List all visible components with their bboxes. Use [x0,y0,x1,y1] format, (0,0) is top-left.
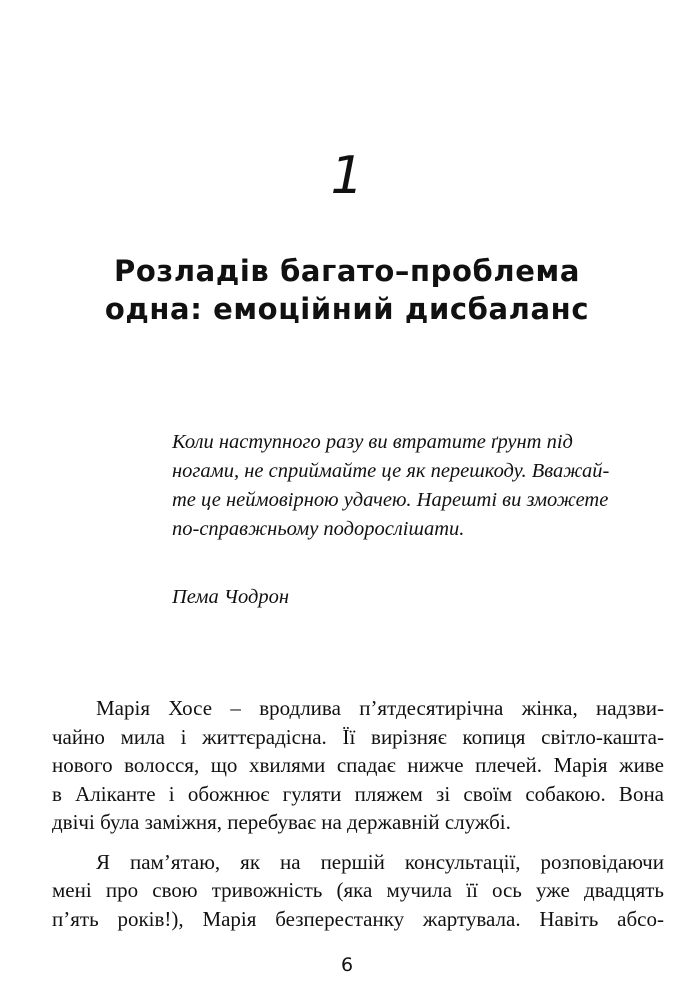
chapter-number: 1 [330,146,364,206]
text-line: двічі була заміжня, перебуває на державній службі. [52,810,511,834]
epigraph-line: Коли наступного разу ви втратите ґрунт під [172,431,573,453]
body-text [52,694,664,933]
text-line: Я пам’ятаю, як на першій консультації, розповідаючи [96,849,664,874]
chapter-title [40,252,654,328]
text-line: Марія Хосе – вродлива п’ятдесятирічна жінка, надзви- [96,696,664,720]
text-line: п’ять років!), Марія безперестанку жартувала. Навіть абсо- [52,906,664,931]
text-line: в Аліканте і обожнює гуляти пляжем зі своїм собакою. Вона [52,781,664,806]
chapter-title-line: Розладів багато–проблема [114,254,580,288]
epigraph [172,428,642,544]
text-line: мені про свою тривожність (яка мучила її ось уже двадцять [52,878,664,902]
epigraph-author: Пема Чодрон [172,586,289,608]
epigraph-line: те це неймовірною удачею. Нарешті ви зможете [172,489,609,511]
text-line: нового волосся, що хвилями спадає нижче плечей. Марія живе [52,753,664,777]
chapter-title-line: одна: емоційний дисбаланс [104,292,590,326]
text-line: чайно мила і життєрадісна. Її вирізняє копиця світло-кашта- [52,724,664,749]
epigraph-line: ногами, не сприймайте це як перешкоду. Вважай- [172,460,610,482]
page-number: 6 [340,954,354,976]
epigraph-line: по-справжньому подорослішати. [172,518,465,540]
